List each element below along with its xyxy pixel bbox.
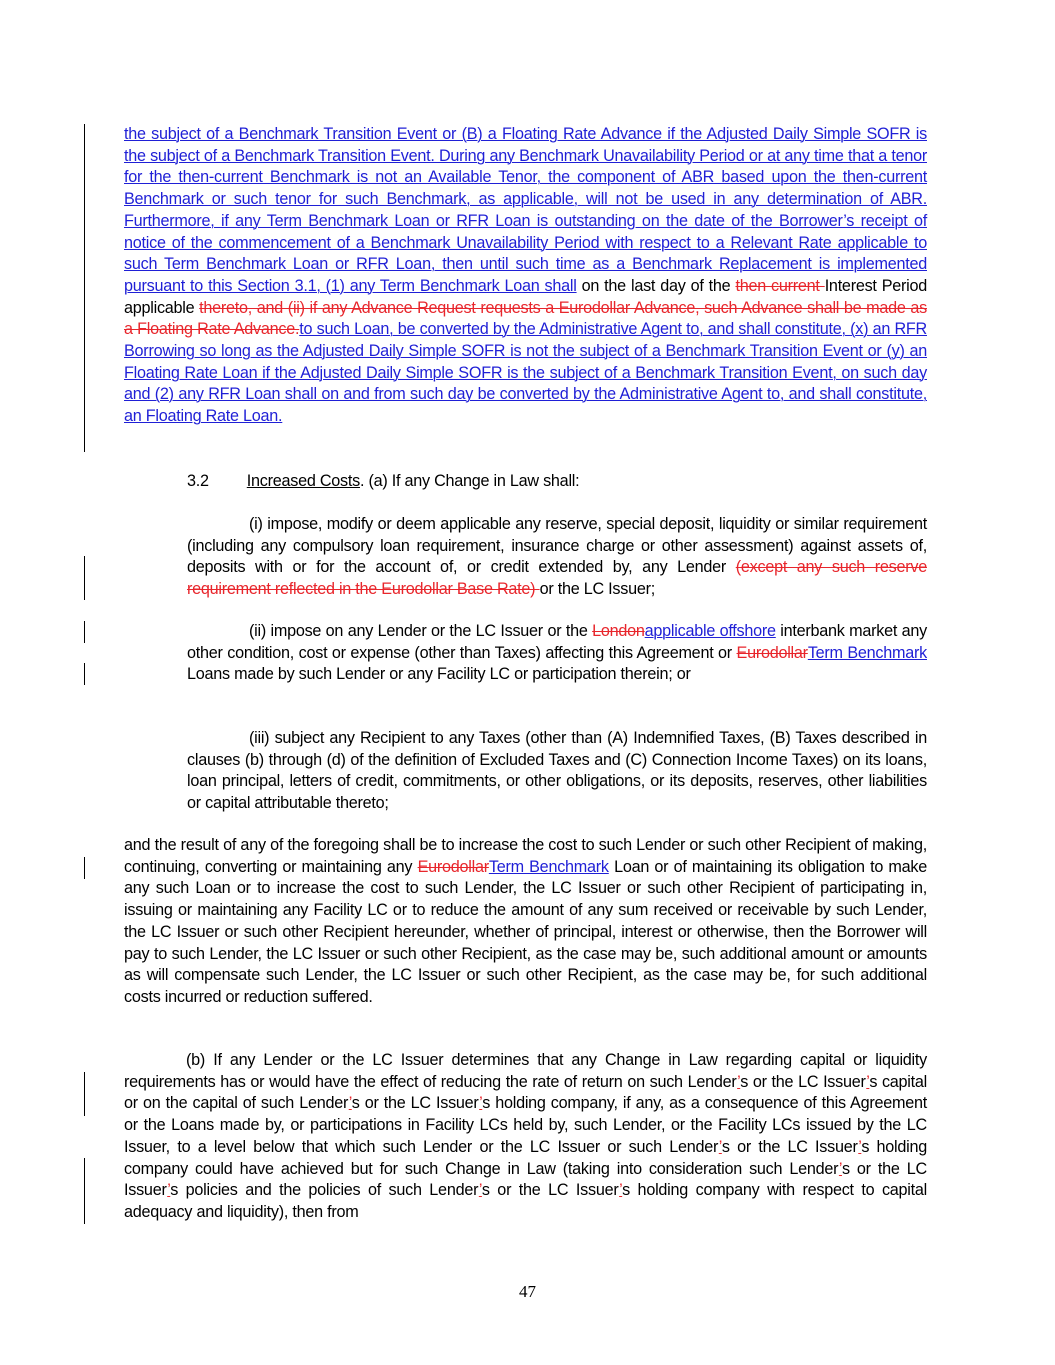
change-bar: [84, 621, 85, 643]
body-text: s holding company with respect to capital adequacy and liquidity), then from: [124, 1181, 927, 1221]
deleted-text: London: [592, 622, 645, 640]
deleted-text: thereto, and (ii) if any Advance Request requests a Eurodollar Advance, such Advance shall be made as a Floating Rate Advance.: [124, 298, 927, 339]
change-bar: [84, 663, 85, 685]
section-intro: . (a) If any Change in Law shall:: [359, 472, 580, 490]
apostrophe-change: ’: [718, 1137, 722, 1156]
body-text: (i) impose, modify or deem applicable any reserve, special deposit, liquidity or similar requirement (including any compulsory loan requirement, insurance charge or other assessment) against assets of, deposits with or for the account of, or credit extended by, any Lender: [187, 515, 927, 577]
paragraph-result: [124, 835, 927, 1009]
inserted-text: Term Benchmark: [488, 857, 609, 876]
clause-i: [187, 514, 927, 601]
body-text: Interest Period applicable: [124, 276, 928, 317]
deleted-text: then current: [735, 276, 825, 295]
inserted-text: the subject of a Benchmark Transition Event or (B) a Floating Rate Advance if the Adjusted Daily Simple SOFR is the subject of a Benchmark Transition Event. During any Benchmark Unavailability Period or at any time that a tenor for the then-current Benchmark is not an Available Tenor, the component of ABR based upon the then-current Benchmark or such tenor for such Benchmark, as applicable, will not be used in any determination of ABR. Furthermore, if any Term Benchmark Loan or RFR Loan is outstanding on the date of the Borrower’s receipt of notice of the commencement of a Benchmark Unavailability Period with respect to a Relevant Rate applicable to such Term Benchmark Loan or RFR Loan, then until such time as a Benchmark Replacement is implemented pursuant to this Section 3.1, (1) any Term Benchmark Loan shall: [124, 125, 927, 295]
deleted-text: Eurodollar: [736, 643, 808, 662]
body-text: and the result of any of the foregoing shall be to increase the cost to such Lender or such other Recipient of making, continuing, converting or maintaining any: [124, 836, 927, 876]
deleted-text: (except any such reserve requirement reflected in the Eurodollar Base Rate): [187, 558, 927, 599]
body-text: s capital or on the capital of such Lender: [124, 1072, 927, 1113]
apostrophe-change: ’: [858, 1137, 862, 1156]
clause-iii: [187, 728, 927, 815]
section-heading: [187, 471, 579, 493]
page-number: 47: [519, 1282, 536, 1301]
body-text: s or the LC Issuer: [740, 1072, 867, 1091]
apostrophe-change: ’: [838, 1159, 842, 1178]
inserted-text: to such Loan, be converted by the Administrative Agent to, and shall constitute, (x) an RFR Borrowing so long as the Adjusted Daily Simple SOFR is not the subject of a Benchmark Transition Event or (y) an Floating Rate Loan if the Adjusted Daily Simple SOFR is the subject of a Benchmark Transition Event, on such day and (2) any RFR Loan shall on and from such day be converted by the Administrative Agent to, and shall constitute, an Floating Rate Loan.: [124, 320, 927, 426]
apostrophe-change: ’: [479, 1094, 483, 1113]
apostrophe-change: ’: [167, 1181, 171, 1200]
section-title: Increased Costs: [246, 472, 360, 490]
change-bar: [84, 124, 85, 452]
body-text: or the LC Issuer;: [539, 580, 655, 599]
apostrophe-change: ’: [348, 1094, 352, 1113]
paragraph-b: [124, 1050, 927, 1224]
paragraph-benchmark: [124, 124, 927, 428]
body-text: on the last day of the: [576, 276, 736, 295]
body-text: (b) If any Lender or the LC Issuer determines that any Change in Law regarding capital or liquidity requirements has or would have the effect of reducing the rate of return on such Lender: [124, 1051, 927, 1091]
change-bar: [84, 556, 85, 600]
change-bar: [84, 1158, 85, 1224]
body-text: interbank market any other condition, cost or expense (other than Taxes) affecting this Agreement or: [187, 622, 928, 662]
body-text: s holding company, if any, as a consequence of this Agreement or the Loans made by, or participations in Facility LCs held by, such Lender, or the Facility LCs issued by the LC Issuer, to a level below that which such Lender or the LC Issuer or such Lender: [124, 1094, 927, 1156]
body-text: s or the LC Issuer: [481, 1181, 620, 1200]
deleted-text: Eurodollar: [417, 857, 489, 876]
clause-ii: [187, 621, 927, 686]
apostrophe-change: ’: [737, 1072, 741, 1091]
body-text: s policies and the policies of such Lender: [170, 1181, 479, 1200]
body-text: (ii) impose on any Lender or the LC Issuer or the: [249, 622, 593, 640]
inserted-text: Term Benchmark: [807, 643, 927, 662]
body-text: s or the LC Issuer: [721, 1137, 859, 1156]
body-text: Loans made by such Lender or any Facility LC or participation therein; or: [187, 665, 691, 684]
body-text: Loan or of maintaining its obligation to make any such Loan or to increase the cost to such Lender, the LC Issuer or such other Recipient of participating in, issuing or maintaining any Facility LC or to reduce the amount of any sum received or receivable by such Lender, the LC Issuer or such other Recipient hereunder, whether of principal, interest or otherwise, then the Borrower will pay to such Lender, the LC Issuer or such other Recipient, as the case may be, such additional amount or amounts as will compensate such Lender, the LC Issuer or such other Recipient, as the case may be, for such additional costs incurred or reduction suffered.: [124, 857, 928, 1006]
inserted-text: applicable offshore: [644, 622, 776, 640]
apostrophe-change: ’: [619, 1181, 623, 1200]
apostrophe-change: ’: [478, 1181, 482, 1200]
section-number: 3.2: [187, 472, 209, 490]
change-bar: [84, 857, 85, 879]
apostrophe-change: ’: [866, 1072, 870, 1091]
body-text: s or the LC Issuer: [124, 1159, 927, 1200]
change-bar: [84, 1072, 85, 1116]
body-text: (iii) subject any Recipient to any Taxes (other than (A) Indemnified Taxes, (B) Taxes described in clauses (b) through (d) of the definition of Excluded Taxes and (C) Connection Income Taxes) on its loans, loan principal, letters of credit, commitments, or other obligations, or its deposits, reserves, other liabilities or capital attributable thereto;: [187, 729, 927, 813]
body-text: s holding company could have achieved but for such Change in Law (taking into consideration such Lender: [124, 1137, 927, 1178]
body-text: s or the LC Issuer: [351, 1094, 480, 1113]
